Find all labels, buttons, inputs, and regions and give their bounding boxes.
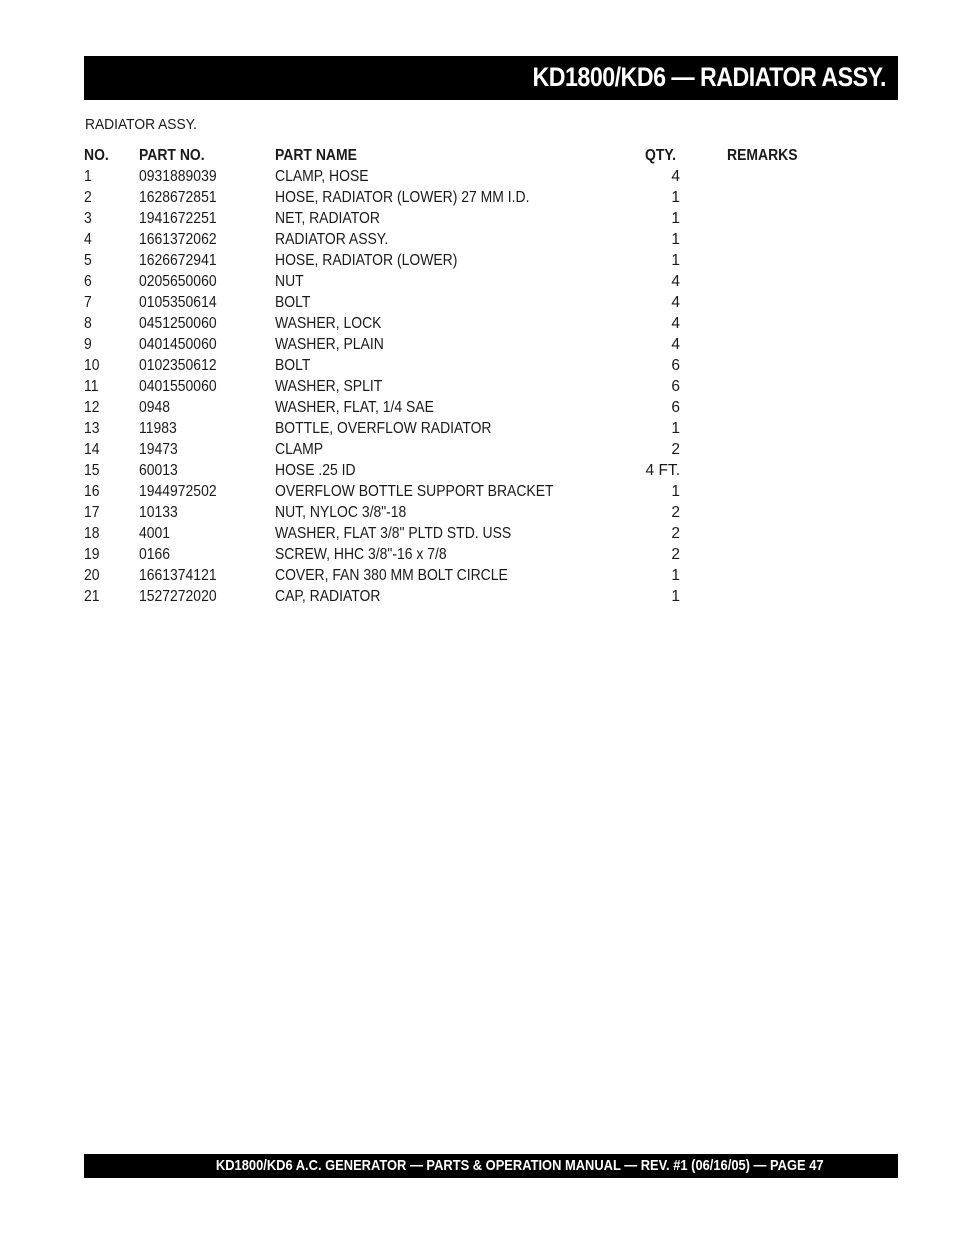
cell-part-name-text: WASHER, FLAT, 1/4 SAE (275, 399, 434, 416)
cell-qty (645, 502, 727, 523)
cell-no (84, 439, 139, 460)
cell-qty (645, 439, 727, 460)
cell-qty (645, 586, 727, 607)
table-row (84, 376, 844, 397)
page-footer-bar (84, 1154, 898, 1178)
cell-no (84, 355, 139, 376)
column-header-qty: QTY. (645, 147, 677, 164)
qty-value: 6 (671, 357, 680, 374)
table-row (84, 439, 844, 460)
table-header-row (84, 145, 844, 166)
cell-qty (645, 208, 727, 229)
cell-remarks (727, 397, 844, 418)
qty-value: 4 (671, 315, 680, 332)
cell-qty (645, 187, 727, 208)
cell-remarks (727, 439, 844, 460)
cell-no-text: 13 (84, 420, 100, 437)
qty-value: 1 (671, 189, 680, 206)
cell-part-no (139, 292, 275, 313)
cell-qty (645, 292, 727, 313)
table-row (84, 208, 844, 229)
qty-value: 1 (671, 252, 680, 269)
page-footer: KD1800/KD6 A.C. GENERATOR — PARTS & OPERATION MANUAL — REV. #1 (06/16/05) — PAGE 47 (216, 1157, 824, 1174)
cell-remarks (727, 586, 844, 607)
cell-qty (645, 418, 727, 439)
cell-part-no-text: 0948 (139, 399, 171, 416)
cell-no-text: 12 (84, 399, 100, 416)
cell-no-text: 2 (84, 189, 92, 206)
table-row (84, 544, 844, 565)
qty-value: 6 (671, 378, 680, 395)
cell-part-name-text: CLAMP, HOSE (275, 168, 369, 185)
cell-qty (645, 166, 727, 187)
column-header-part-no: PART NO. (139, 147, 205, 164)
cell-no (84, 208, 139, 229)
cell-no-text: 16 (84, 483, 100, 500)
cell-no-text: 1 (84, 168, 92, 185)
cell-qty (645, 250, 727, 271)
qty-value: 4 (671, 294, 680, 311)
parts-table-body (84, 166, 844, 607)
cell-part-no-text: 0401550060 (139, 378, 217, 395)
section-label: RADIATOR ASSY. (85, 116, 197, 133)
cell-part-no-text: 0931889039 (139, 168, 217, 185)
cell-qty (645, 334, 727, 355)
cell-part-no (139, 208, 275, 229)
cell-no-text: 18 (84, 525, 100, 542)
cell-part-name (275, 523, 645, 544)
cell-remarks (727, 481, 844, 502)
cell-part-no (139, 586, 275, 607)
cell-remarks (727, 460, 844, 481)
cell-part-name (275, 187, 645, 208)
cell-part-name (275, 397, 645, 418)
cell-part-no (139, 250, 275, 271)
cell-remarks (727, 523, 844, 544)
cell-part-name (275, 208, 645, 229)
table-row (84, 334, 844, 355)
cell-part-no-text: 0105350614 (139, 294, 217, 311)
cell-no-text: 3 (84, 210, 92, 227)
cell-part-name (275, 229, 645, 250)
cell-part-name-text: HOSE, RADIATOR (LOWER) (275, 252, 458, 269)
cell-part-name (275, 439, 645, 460)
cell-part-no-text: 0166 (139, 546, 171, 563)
table-row (84, 355, 844, 376)
page-title-bar (84, 56, 898, 100)
cell-qty (645, 544, 727, 565)
qty-value: 1 (671, 231, 680, 248)
cell-part-no-text: 19473 (139, 441, 178, 458)
cell-part-no (139, 397, 275, 418)
cell-no-text: 5 (84, 252, 92, 269)
cell-remarks (727, 313, 844, 334)
table-row (84, 271, 844, 292)
cell-part-name (275, 355, 645, 376)
cell-part-no-text: 0451250060 (139, 315, 217, 332)
table-row (84, 292, 844, 313)
qty-value: 6 (671, 399, 680, 416)
cell-no (84, 229, 139, 250)
cell-part-name-text: BOTTLE, OVERFLOW RADIATOR (275, 420, 492, 437)
cell-no (84, 397, 139, 418)
cell-part-no (139, 523, 275, 544)
cell-part-no (139, 313, 275, 334)
cell-no (84, 166, 139, 187)
cell-part-no (139, 166, 275, 187)
cell-part-no (139, 355, 275, 376)
qty-value: 2 (671, 504, 680, 521)
cell-part-no (139, 376, 275, 397)
cell-no (84, 418, 139, 439)
cell-qty (645, 229, 727, 250)
cell-part-name-text: WASHER, FLAT 3/8" PLTD STD. USS (275, 525, 512, 542)
cell-no (84, 271, 139, 292)
table-row (84, 313, 844, 334)
cell-qty (645, 523, 727, 544)
table-row (84, 460, 844, 481)
column-header-remarks: REMARKS (727, 147, 798, 164)
cell-part-name (275, 334, 645, 355)
qty-value: 1 (671, 483, 680, 500)
cell-part-name (275, 376, 645, 397)
cell-part-no (139, 565, 275, 586)
cell-part-name-text: SCREW, HHC 3/8"-16 x 7/8 (275, 546, 447, 563)
cell-remarks (727, 271, 844, 292)
cell-part-name (275, 250, 645, 271)
cell-no-text: 9 (84, 336, 92, 353)
cell-part-no (139, 187, 275, 208)
qty-value: 1 (671, 588, 680, 605)
table-row (84, 481, 844, 502)
cell-part-name-text: WASHER, PLAIN (275, 336, 384, 353)
qty-value: 1 (671, 420, 680, 437)
cell-qty (645, 481, 727, 502)
qty-value: 4 (671, 273, 680, 290)
cell-no-text: 4 (84, 231, 92, 248)
cell-part-no-text: 1628672851 (139, 189, 217, 206)
qty-value: 2 (671, 525, 680, 542)
cell-no-text: 19 (84, 546, 100, 563)
table-row (84, 397, 844, 418)
cell-part-no-text: 0102350612 (139, 357, 217, 374)
parts-table (84, 145, 844, 607)
cell-no (84, 544, 139, 565)
cell-no (84, 523, 139, 544)
table-row (84, 250, 844, 271)
cell-qty (645, 355, 727, 376)
table-row (84, 565, 844, 586)
cell-part-name (275, 565, 645, 586)
qty-value: 4 (671, 336, 680, 353)
cell-part-name-text: RADIATOR ASSY. (275, 231, 389, 248)
cell-part-name (275, 313, 645, 334)
cell-part-no-text: 1944972502 (139, 483, 217, 500)
cell-qty (645, 565, 727, 586)
cell-part-name (275, 166, 645, 187)
cell-part-no-text: 1661374121 (139, 567, 217, 584)
cell-no-text: 15 (84, 462, 100, 479)
table-row (84, 229, 844, 250)
cell-part-no (139, 439, 275, 460)
cell-remarks (727, 187, 844, 208)
qty-value: 2 (671, 441, 680, 458)
cell-part-no-text: 1626672941 (139, 252, 217, 269)
cell-part-no-text: 1941672251 (139, 210, 217, 227)
cell-remarks (727, 502, 844, 523)
cell-no (84, 187, 139, 208)
table-row (84, 586, 844, 607)
cell-part-no-text: 10133 (139, 504, 178, 521)
cell-remarks (727, 166, 844, 187)
column-header-no: NO. (84, 147, 109, 164)
cell-no-text: 6 (84, 273, 92, 290)
cell-part-name-text: HOSE, RADIATOR (LOWER) 27 MM I.D. (275, 189, 530, 206)
cell-part-name-text: BOLT (275, 294, 311, 311)
cell-part-name (275, 292, 645, 313)
cell-part-name-text: OVERFLOW BOTTLE SUPPORT BRACKET (275, 483, 554, 500)
cell-part-name (275, 586, 645, 607)
cell-part-no (139, 229, 275, 250)
table-row (84, 166, 844, 187)
cell-part-name-text: CAP, RADIATOR (275, 588, 381, 605)
cell-no-text: 10 (84, 357, 100, 374)
cell-part-no (139, 418, 275, 439)
qty-value: 1 (671, 567, 680, 584)
cell-remarks (727, 565, 844, 586)
cell-part-no-text: 0401450060 (139, 336, 217, 353)
cell-remarks (727, 229, 844, 250)
cell-qty (645, 376, 727, 397)
cell-remarks (727, 544, 844, 565)
cell-part-no-text: 1661372062 (139, 231, 217, 248)
cell-part-name (275, 544, 645, 565)
cell-no (84, 376, 139, 397)
cell-remarks (727, 292, 844, 313)
cell-part-no (139, 481, 275, 502)
cell-part-no (139, 502, 275, 523)
cell-part-name (275, 502, 645, 523)
cell-no (84, 586, 139, 607)
cell-no (84, 250, 139, 271)
cell-no (84, 565, 139, 586)
qty-value: 2 (671, 546, 680, 563)
cell-remarks (727, 376, 844, 397)
qty-value: 4 FT. (645, 462, 680, 479)
cell-part-name (275, 460, 645, 481)
cell-part-no (139, 271, 275, 292)
table-row (84, 187, 844, 208)
cell-no-text: 7 (84, 294, 92, 311)
cell-qty (645, 271, 727, 292)
cell-remarks (727, 334, 844, 355)
cell-part-name-text: BOLT (275, 357, 311, 374)
cell-no-text: 11 (84, 378, 99, 395)
cell-no (84, 334, 139, 355)
column-header-part-name: PART NAME (275, 147, 357, 164)
cell-part-name-text: NUT, NYLOC 3/8"-18 (275, 504, 407, 521)
cell-no-text: 21 (84, 588, 100, 605)
cell-remarks (727, 250, 844, 271)
cell-part-name-text: WASHER, SPLIT (275, 378, 383, 395)
cell-no-text: 14 (84, 441, 100, 458)
qty-value: 4 (671, 168, 680, 185)
cell-remarks (727, 355, 844, 376)
table-row (84, 418, 844, 439)
cell-no (84, 292, 139, 313)
cell-no (84, 481, 139, 502)
table-row (84, 502, 844, 523)
cell-part-name-text: WASHER, LOCK (275, 315, 382, 332)
cell-remarks (727, 418, 844, 439)
cell-part-name-text: NET, RADIATOR (275, 210, 380, 227)
cell-part-name (275, 418, 645, 439)
page-title: KD1800/KD6 — RADIATOR ASSY. (532, 62, 886, 92)
cell-part-name (275, 271, 645, 292)
cell-part-name-text: NUT (275, 273, 304, 290)
cell-part-name (275, 481, 645, 502)
cell-no (84, 313, 139, 334)
cell-part-name-text: COVER, FAN 380 MM BOLT CIRCLE (275, 567, 508, 584)
cell-part-no-text: 60013 (139, 462, 178, 479)
cell-part-no (139, 334, 275, 355)
cell-qty (645, 313, 727, 334)
cell-part-no (139, 460, 275, 481)
cell-no-text: 17 (84, 504, 100, 521)
cell-part-name-text: CLAMP (275, 441, 324, 458)
cell-no-text: 20 (84, 567, 100, 584)
cell-no (84, 460, 139, 481)
cell-part-no-text: 4001 (139, 525, 171, 542)
cell-no (84, 502, 139, 523)
cell-part-name-text: HOSE .25 ID (275, 462, 356, 479)
cell-qty (645, 460, 727, 481)
cell-part-no (139, 544, 275, 565)
cell-no-text: 8 (84, 315, 92, 332)
cell-part-no-text: 1527272020 (139, 588, 217, 605)
cell-remarks (727, 208, 844, 229)
cell-part-no-text: 0205650060 (139, 273, 217, 290)
qty-value: 1 (671, 210, 680, 227)
table-row (84, 523, 844, 544)
cell-part-no-text: 11983 (139, 420, 177, 437)
cell-qty (645, 397, 727, 418)
